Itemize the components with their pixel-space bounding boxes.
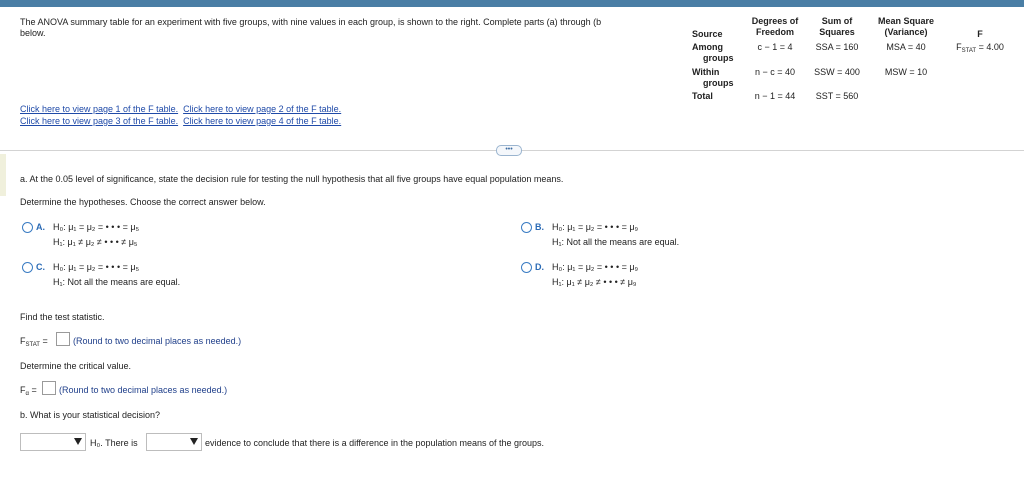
option-b-h1: H₁: Not all the means are equal. [552, 237, 680, 247]
determine-hypotheses: Determine the hypotheses. Choose the correct answer below. [20, 197, 266, 207]
row-total-label: Total [692, 91, 713, 101]
determine-critical-value: Determine the critical value. [20, 361, 132, 371]
within-df: n − c = 40 [754, 67, 796, 77]
option-d-h1: H₁: μ₁ ≠ μ₂ ≠ • • • ≠ μ₉ [552, 277, 637, 287]
chevron-down-icon [190, 438, 198, 445]
intro-line-1: The ANOVA summary table for an experiment with five groups, with nine values in each group, is shown to the right. Complete parts (a) through (b [20, 17, 602, 27]
row-among-groups-label: Among groups [692, 42, 734, 63]
top-accent-bar [0, 0, 1024, 7]
expand-button[interactable]: ••• [496, 145, 522, 156]
evidence-dropdown[interactable] [146, 433, 202, 451]
within-ms: MSW = 10 [884, 67, 928, 77]
f-table-page-1-link[interactable]: Click here to view page 1 of the F table. [20, 104, 179, 114]
f-table-page-4-link[interactable]: Click here to view page 4 of the F table. [183, 116, 342, 126]
f-table-links [20, 103, 346, 127]
header-sum-of-squares: Sum of Squares [819, 16, 855, 37]
option-a-radio[interactable] [22, 222, 33, 233]
total-df: n − 1 = 44 [754, 91, 796, 101]
header-source: Source [692, 29, 723, 39]
intro-line-2: below. [20, 28, 46, 38]
decision-rest-text: evidence to conclude that there is a difference in the population means of the groups. [205, 438, 545, 448]
falpha-label: $F_\alpha$ = [20, 385, 37, 397]
row-within-groups-label: Within groups [692, 67, 734, 88]
option-c-radio[interactable] [22, 262, 33, 273]
among-ms: MSA = 40 [886, 42, 926, 52]
option-d-h0: H₀: μ₁ = μ₂ = • • • = μ₉ [552, 262, 639, 272]
f-table-page-3-link[interactable]: Click here to view page 3 of the F table. [20, 116, 179, 126]
part-a-question: a. At the 0.05 level of significance, state the decision rule for testing the null hypothesis that all five groups have equal population means. [20, 174, 564, 184]
total-ss: SST = 560 [815, 91, 859, 101]
option-a-h0: H₀: μ₁ = μ₂ = • • • = μ₅ [53, 222, 140, 232]
fstat-round-hint: (Round to two decimal places as needed.) [73, 336, 242, 346]
decision-dropdown[interactable] [20, 433, 86, 451]
among-df: c − 1 = 4 [757, 42, 793, 52]
option-b-h0: H₀: μ₁ = μ₂ = • • • = μ₉ [552, 222, 639, 232]
option-c-h1: H₁: Not all the means are equal. [53, 277, 181, 287]
decision-h0-text: H₀. There is [90, 438, 138, 448]
header-f: F [977, 29, 983, 39]
f-table-page-2-link[interactable]: Click here to view page 2 of the F table. [183, 104, 342, 114]
fstat-label: $F_{STAT}$ = [20, 336, 48, 348]
f-stat-value: $F_{STAT} = 4.00$ [956, 42, 1004, 54]
option-d-radio[interactable] [521, 262, 532, 273]
header-mean-square: Mean Square (Variance) [877, 16, 935, 37]
option-d-letter: D. [535, 262, 544, 272]
option-b-letter: B. [535, 222, 544, 232]
among-ss: SSA = 160 [815, 42, 859, 52]
find-test-statistic: Find the test statistic. [20, 312, 105, 322]
chevron-down-icon [74, 438, 82, 445]
question-marker [0, 154, 6, 196]
fstat-input[interactable] [56, 332, 70, 346]
within-ss: SSW = 400 [814, 67, 860, 77]
part-b-question: b. What is your statistical decision? [20, 410, 161, 420]
option-a-letter: A. [36, 222, 45, 232]
option-c-h0: H₀: μ₁ = μ₂ = • • • = μ₅ [53, 262, 140, 272]
option-a-h1: H₁: μ₁ ≠ μ₂ ≠ • • • ≠ μ₅ [53, 237, 138, 247]
option-b-radio[interactable] [521, 222, 532, 233]
header-degrees-of-freedom: Degrees of Freedom [751, 16, 799, 37]
falpha-round-hint: (Round to two decimal places as needed.) [59, 385, 228, 395]
falpha-input[interactable] [42, 381, 56, 395]
option-c-letter: C. [36, 262, 45, 272]
problem-intro [20, 17, 670, 39]
